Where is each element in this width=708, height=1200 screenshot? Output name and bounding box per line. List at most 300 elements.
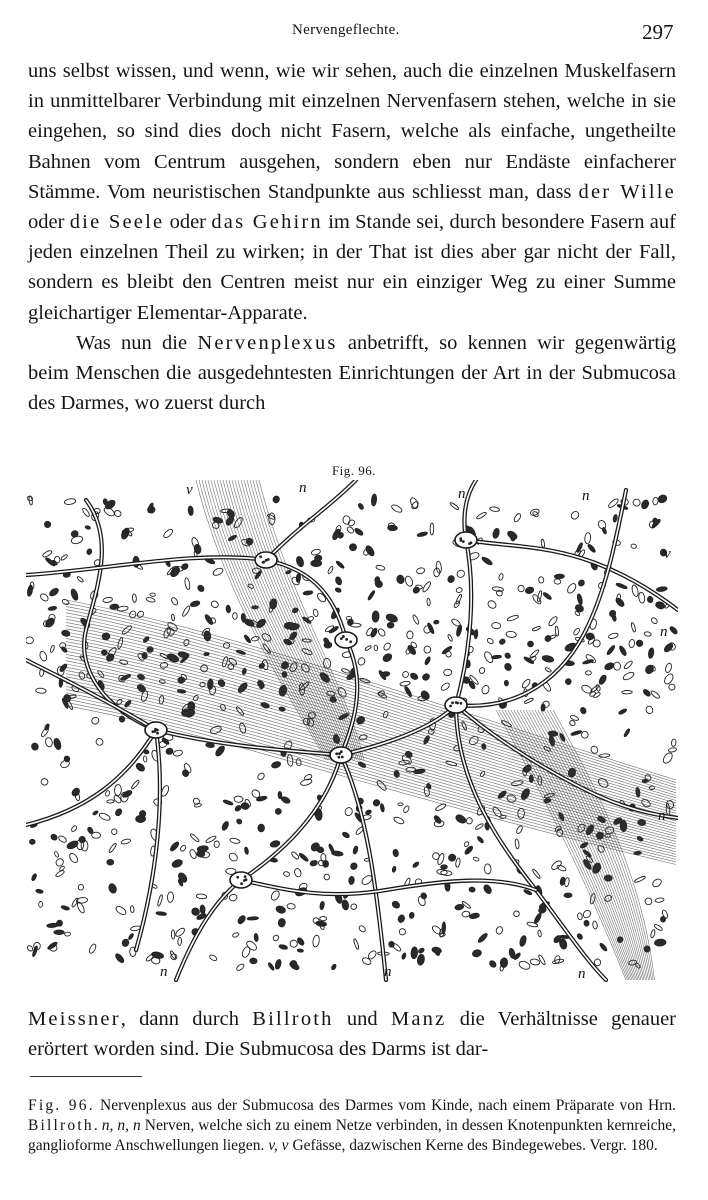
nucleus-mark <box>250 958 257 964</box>
nucleus-mark <box>136 610 145 619</box>
paragraph-continuation <box>28 56 676 328</box>
figure-nerve-plexus-illustration <box>26 480 678 982</box>
nucleus-mark <box>26 637 34 644</box>
figure-label-n-right-lower: n <box>658 808 666 824</box>
nucleus-mark <box>184 577 191 589</box>
nucleus-mark <box>221 821 230 832</box>
nucleus-mark <box>66 840 79 851</box>
nucleus-mark <box>521 678 532 689</box>
nerve-cord <box>341 755 386 980</box>
nucleus-mark <box>31 873 37 881</box>
nucleus-mark <box>188 506 194 516</box>
nucleus-mark <box>311 548 321 556</box>
nucleus-mark <box>418 947 425 954</box>
nucleus-mark <box>354 527 364 536</box>
emphasis-nervenplexus: Nervenplexus <box>197 331 338 354</box>
nucleus-mark <box>663 642 674 653</box>
nucleus-mark <box>530 958 540 965</box>
ganglion-nucleus <box>349 640 352 643</box>
nucleus-mark <box>524 697 534 704</box>
ganglion-nucleus <box>460 702 463 705</box>
nucleus-mark <box>433 620 439 624</box>
nucleus-mark <box>542 592 552 601</box>
nucleus-mark <box>156 911 167 915</box>
nucleus-mark <box>114 952 125 963</box>
ganglion-nucleus <box>154 728 157 731</box>
nucleus-mark <box>573 627 581 636</box>
caption-name-billroth: Billroth <box>28 1117 94 1134</box>
nucleus-mark <box>63 755 71 763</box>
nucleus-mark <box>554 579 561 585</box>
nucleus-mark <box>382 652 394 663</box>
nucleus-mark <box>548 615 559 627</box>
nucleus-mark <box>135 762 146 773</box>
ganglion-nucleus <box>240 882 243 885</box>
nucleus-mark <box>130 906 134 913</box>
nucleus-mark <box>442 922 446 934</box>
nucleus-mark <box>638 592 645 604</box>
nucleus-mark <box>243 634 251 643</box>
nucleus-mark <box>515 839 520 849</box>
nucleus-mark <box>107 800 115 804</box>
nucleus-mark <box>48 587 59 597</box>
nucleus-mark <box>391 900 401 910</box>
nucleus-mark <box>121 938 129 947</box>
nucleus-mark <box>229 893 238 901</box>
nucleus-mark <box>392 866 397 873</box>
nucleus-mark <box>655 897 664 903</box>
running-head <box>0 20 708 44</box>
nucleus-mark <box>328 844 335 854</box>
nucleus-mark <box>341 899 349 910</box>
nucleus-mark <box>88 943 97 954</box>
nucleus-mark <box>157 894 163 906</box>
ganglion-swelling <box>330 747 352 763</box>
nucleus-mark <box>348 543 357 552</box>
nucleus-mark <box>587 543 596 553</box>
nucleus-mark <box>254 933 259 941</box>
nucleus-mark <box>45 737 54 747</box>
caption-text: Gefässe, dazwischen Kerne des Bindegewebes. Vergr. 180. <box>288 1137 658 1154</box>
figure-label-n-bottom-right: n <box>578 966 586 982</box>
nucleus-mark <box>538 576 544 583</box>
nucleus-mark <box>404 686 413 698</box>
nucleus-mark <box>586 633 594 640</box>
caption-paragraph <box>28 1096 676 1156</box>
nucleus-mark <box>275 905 286 914</box>
nucleus-mark <box>640 499 650 510</box>
nucleus-mark <box>519 935 527 947</box>
nucleus-mark <box>181 605 191 617</box>
nucleus-mark <box>531 593 542 605</box>
nucleus-mark <box>644 631 652 637</box>
nucleus-mark <box>559 938 568 949</box>
nucleus-mark <box>391 503 404 513</box>
ganglion-nucleus <box>338 756 341 759</box>
nucleus-mark <box>488 960 497 969</box>
nucleus-mark <box>53 738 62 751</box>
nucleus-mark <box>357 503 364 511</box>
nucleus-mark <box>234 796 243 803</box>
nucleus-mark <box>247 917 259 921</box>
nucleus-mark <box>300 778 313 786</box>
nucleus-mark <box>48 606 57 611</box>
nucleus-mark <box>577 579 585 587</box>
body-text-bottom <box>28 1004 676 1064</box>
nucleus-mark <box>103 597 113 603</box>
nucleus-mark <box>644 897 653 906</box>
nucleus-mark <box>417 531 428 537</box>
nucleus-mark <box>252 606 259 609</box>
nucleus-mark <box>623 728 630 737</box>
nucleus-mark <box>111 828 117 834</box>
nucleus-mark <box>613 662 620 670</box>
figure-label-v-top: v <box>186 482 193 498</box>
nucleus-mark <box>634 875 646 883</box>
nucleus-mark <box>380 803 385 812</box>
nucleus-mark <box>68 852 79 864</box>
ganglion-nucleus <box>265 559 268 562</box>
nucleus-mark <box>482 884 492 895</box>
caption-v-labels: v, v <box>268 1137 289 1154</box>
nucleus-mark <box>513 513 522 523</box>
nucleus-mark <box>128 933 134 940</box>
nucleus-mark <box>570 510 581 521</box>
nucleus-mark <box>159 695 165 704</box>
nucleus-mark <box>604 661 615 671</box>
nerve-cord <box>176 755 341 980</box>
nucleus-mark <box>662 751 674 764</box>
ganglion-nucleus <box>245 878 248 881</box>
nucleus-mark <box>398 803 403 806</box>
nucleus-mark <box>200 905 206 914</box>
ganglioform-swellings <box>145 532 477 888</box>
nucleus-mark <box>347 519 355 527</box>
caption-n-labels: n, n, n <box>101 1117 141 1134</box>
nucleus-mark <box>226 605 231 613</box>
nucleus-mark <box>576 933 583 940</box>
nucleus-mark <box>431 946 442 954</box>
nucleus-mark <box>171 930 175 939</box>
nucleus-mark <box>270 840 281 848</box>
nucleus-mark <box>190 600 201 608</box>
nucleus-mark <box>469 912 480 919</box>
nucleus-mark <box>483 650 495 664</box>
nucleus-mark <box>607 498 619 509</box>
text-run: im Stande sei, durch besondere Fasern auf jeden einzelnen Theil zu wirken; in der That ist dies aber gar nicht der Fall, sondern es bleibt den Centren meist nur ein einziger Weg zu einer Summe gleichartiger Elementar-Apparate. <box>28 211 676 324</box>
nucleus-mark <box>424 656 431 665</box>
text-run: oder <box>28 211 70 234</box>
nucleus-mark <box>516 825 524 834</box>
nucleus-mark <box>650 929 656 938</box>
nucleus-mark <box>39 592 49 602</box>
ganglion-nucleus <box>244 875 247 878</box>
nucleus-mark <box>113 509 122 517</box>
nucleus-mark <box>192 797 201 806</box>
nucleus-mark <box>451 618 462 628</box>
nucleus-mark <box>98 812 111 822</box>
figure-label-n-corner: n <box>582 488 590 504</box>
nucleus-mark <box>397 914 406 923</box>
nucleus-mark <box>78 884 83 890</box>
emphasis-billroth: Billroth <box>252 1008 334 1030</box>
nucleus-mark <box>554 574 564 579</box>
nucleus-mark <box>122 789 133 798</box>
nucleus-mark <box>631 544 637 549</box>
nucleus-mark <box>377 628 386 638</box>
nucleus-mark <box>650 617 658 625</box>
nucleus-mark <box>401 953 406 960</box>
nucleus-mark <box>584 532 591 544</box>
nucleus-mark <box>518 960 531 971</box>
nerve-cord <box>341 755 386 980</box>
nucleus-mark <box>635 639 644 648</box>
ganglion-nucleus <box>341 756 344 759</box>
nucleus-mark <box>270 889 281 901</box>
nucleus-mark <box>412 614 420 625</box>
nucleus-mark <box>256 795 267 801</box>
emphasis-manz: Manz <box>390 1008 447 1030</box>
nucleus-mark <box>349 862 358 871</box>
nucleus-mark <box>143 756 147 762</box>
nucleus-mark <box>26 945 33 953</box>
nucleus-mark <box>409 912 415 919</box>
nucleus-mark <box>484 864 491 874</box>
nucleus-mark <box>107 859 114 865</box>
nucleus-mark <box>244 847 249 855</box>
nucleus-mark <box>357 657 366 666</box>
nucleus-mark <box>50 645 55 653</box>
nucleus-mark <box>527 641 533 647</box>
nucleus-mark <box>169 841 180 852</box>
nucleus-mark <box>319 901 324 910</box>
nucleus-mark <box>296 758 302 766</box>
nucleus-mark <box>375 577 380 584</box>
nucleus-mark <box>427 598 431 606</box>
nucleus-mark <box>541 539 545 548</box>
nucleus-mark <box>592 921 597 930</box>
nucleus-mark <box>506 631 517 638</box>
nucleus-mark <box>402 670 410 678</box>
caption-text: . <box>93 1117 102 1134</box>
nucleus-mark <box>492 586 504 592</box>
nucleus-mark <box>40 778 49 786</box>
ganglion-nucleus <box>460 539 463 542</box>
paragraph-meissner <box>28 1004 676 1064</box>
nucleus-mark <box>280 795 291 804</box>
nucleus-mark <box>582 909 592 919</box>
nucleus-mark <box>197 845 209 852</box>
nucleus-mark <box>503 662 512 671</box>
nucleus-mark <box>449 502 459 511</box>
nucleus-mark <box>447 574 456 583</box>
nucleus-mark <box>499 638 507 645</box>
nucleus-mark <box>36 688 47 694</box>
nucleus-mark <box>335 587 342 593</box>
nucleus-mark <box>371 494 377 506</box>
nucleus-mark <box>139 810 146 817</box>
nucleus-mark <box>436 869 447 876</box>
nucleus-mark <box>189 849 198 860</box>
nucleus-mark <box>189 833 199 843</box>
nucleus-mark <box>565 679 571 685</box>
nucleus-mark <box>440 682 451 692</box>
nucleus-mark <box>233 613 238 620</box>
nucleus-mark <box>412 861 419 868</box>
figure-label-n-bottom-left: n <box>160 964 168 980</box>
nucleus-mark <box>70 530 79 539</box>
nucleus-mark <box>431 851 440 860</box>
nerve-cord <box>266 480 356 560</box>
nucleus-mark <box>652 497 659 506</box>
nucleus-mark <box>258 824 265 832</box>
nucleus-mark <box>178 937 182 945</box>
nucleus-mark <box>532 626 541 632</box>
nucleus-mark <box>469 887 476 893</box>
nucleus-mark <box>585 671 591 675</box>
nucleus-mark <box>462 911 470 918</box>
ganglion-swelling <box>455 532 477 548</box>
nerve-cord <box>26 730 156 825</box>
nucleus-mark <box>647 596 654 603</box>
nucleus-mark <box>86 548 92 555</box>
nucleus-mark <box>223 799 234 805</box>
nucleus-mark <box>541 704 545 711</box>
nucleus-mark <box>385 613 398 624</box>
nucleus-mark <box>42 549 53 558</box>
nucleus-mark <box>228 852 239 863</box>
nucleus-mark <box>383 642 392 651</box>
emphasis-die-seele: die Seele <box>69 211 165 234</box>
nucleus-mark <box>212 567 224 577</box>
nucleus-mark <box>665 663 673 674</box>
nucleus-mark <box>491 622 501 629</box>
figure-caption <box>28 1096 676 1156</box>
nucleus-mark <box>489 506 499 512</box>
nucleus-mark <box>205 835 217 844</box>
figure-label-n-bottom-center: n <box>384 964 392 980</box>
nucleus-mark <box>456 587 463 593</box>
nucleus-mark <box>27 496 34 502</box>
nucleus-mark <box>346 526 355 534</box>
nucleus-mark <box>61 598 69 605</box>
ganglion-nucleus <box>468 542 471 545</box>
nucleus-mark <box>513 910 521 918</box>
nucleus-mark <box>283 871 290 877</box>
nucleus-mark <box>290 940 297 947</box>
nucleus-mark <box>204 614 214 626</box>
nucleus-mark <box>648 648 655 659</box>
nucleus-mark <box>132 594 137 603</box>
ganglion-swelling <box>445 697 467 713</box>
nucleus-mark <box>657 494 668 504</box>
nucleus-mark <box>335 576 343 586</box>
ganglion-nucleus <box>462 540 465 543</box>
nucleus-mark <box>435 803 447 812</box>
nucleus-mark <box>256 772 265 781</box>
nucleus-mark <box>580 707 588 715</box>
nucleus-mark <box>416 567 425 575</box>
nucleus-mark <box>388 941 395 948</box>
nucleus-mark <box>241 946 252 959</box>
fiber-hatch-line <box>66 632 676 806</box>
nucleus-mark <box>162 528 174 539</box>
nucleus-mark <box>237 914 247 925</box>
running-title: Nervengeflechte. <box>292 22 400 38</box>
ganglion-nucleus <box>236 876 239 879</box>
text-run: und <box>333 1008 391 1030</box>
nucleus-mark <box>146 597 156 603</box>
paragraph-nervenplexus <box>28 328 676 419</box>
nucleus-mark <box>64 498 76 505</box>
nucleus-mark <box>537 930 541 937</box>
nucleus-mark <box>387 622 394 628</box>
nucleus-mark <box>412 586 421 595</box>
nucleus-mark <box>313 609 319 617</box>
nucleus-mark <box>54 851 60 858</box>
nucleus-mark <box>532 868 541 879</box>
nucleus-mark <box>396 574 405 584</box>
nucleus-mark <box>79 836 86 843</box>
text-run: uns selbst wissen, und wenn, wie wir sehen, auch die einzelnen Muskelfasern in unmittelbarer Verbindung mit einzelnen Nervenfasern stehen, welche in sie eingehen, so sind dies doch nicht Fasern, welche als einfache, ungetheilte Bahnen vom Centrum ausgehen, sondern eben nur Endäste einfacherer Stämme. Vom neuristischen Standpunkte aus schliesst man, dass <box>28 60 676 203</box>
ganglion-swelling <box>230 872 252 888</box>
nucleus-mark <box>436 561 442 573</box>
nerve-cord <box>466 540 678 610</box>
nucleus-mark <box>236 963 245 972</box>
nucleus-mark <box>456 569 466 579</box>
nucleus-mark <box>353 938 360 949</box>
nucleus-mark <box>44 723 50 730</box>
nucleus-mark <box>623 660 633 670</box>
nucleus-mark <box>180 562 189 570</box>
nerve-cord <box>466 540 678 610</box>
nucleus-mark <box>622 671 635 681</box>
nucleus-mark <box>455 594 462 605</box>
nucleus-mark <box>669 626 678 635</box>
nucleus-mark <box>272 934 280 942</box>
nucleus-mark <box>525 586 535 594</box>
text-run: , dann durch <box>120 1008 253 1030</box>
nucleus-mark <box>650 690 661 700</box>
nucleus-mark <box>343 516 350 525</box>
nucleus-mark <box>613 514 618 522</box>
nucleus-mark <box>173 749 183 757</box>
nucleus-mark <box>278 918 286 927</box>
nucleus-mark <box>269 598 277 609</box>
nucleus-mark <box>376 779 388 791</box>
nucleus-mark <box>43 520 52 529</box>
nucleus-mark <box>409 672 418 681</box>
nucleus-mark <box>372 611 379 622</box>
nucleus-mark <box>393 816 405 825</box>
nucleus-mark <box>645 705 654 715</box>
nucleus-mark <box>61 646 68 653</box>
nucleus-mark <box>618 708 627 715</box>
ganglion-nucleus <box>263 561 266 564</box>
nucleus-mark <box>606 645 616 656</box>
emphasis-das-gehirn: das Gehirn <box>211 211 323 234</box>
nucleus-mark <box>409 497 419 510</box>
nucleus-mark <box>352 845 358 854</box>
nucleus-mark <box>85 525 91 529</box>
ganglion-nucleus <box>451 701 454 704</box>
ganglion-nucleus <box>345 638 348 641</box>
nucleus-mark <box>654 939 666 947</box>
nucleus-mark <box>298 852 309 862</box>
nucleus-mark <box>324 874 330 880</box>
nucleus-mark <box>320 916 327 920</box>
nucleus-mark <box>571 730 583 736</box>
